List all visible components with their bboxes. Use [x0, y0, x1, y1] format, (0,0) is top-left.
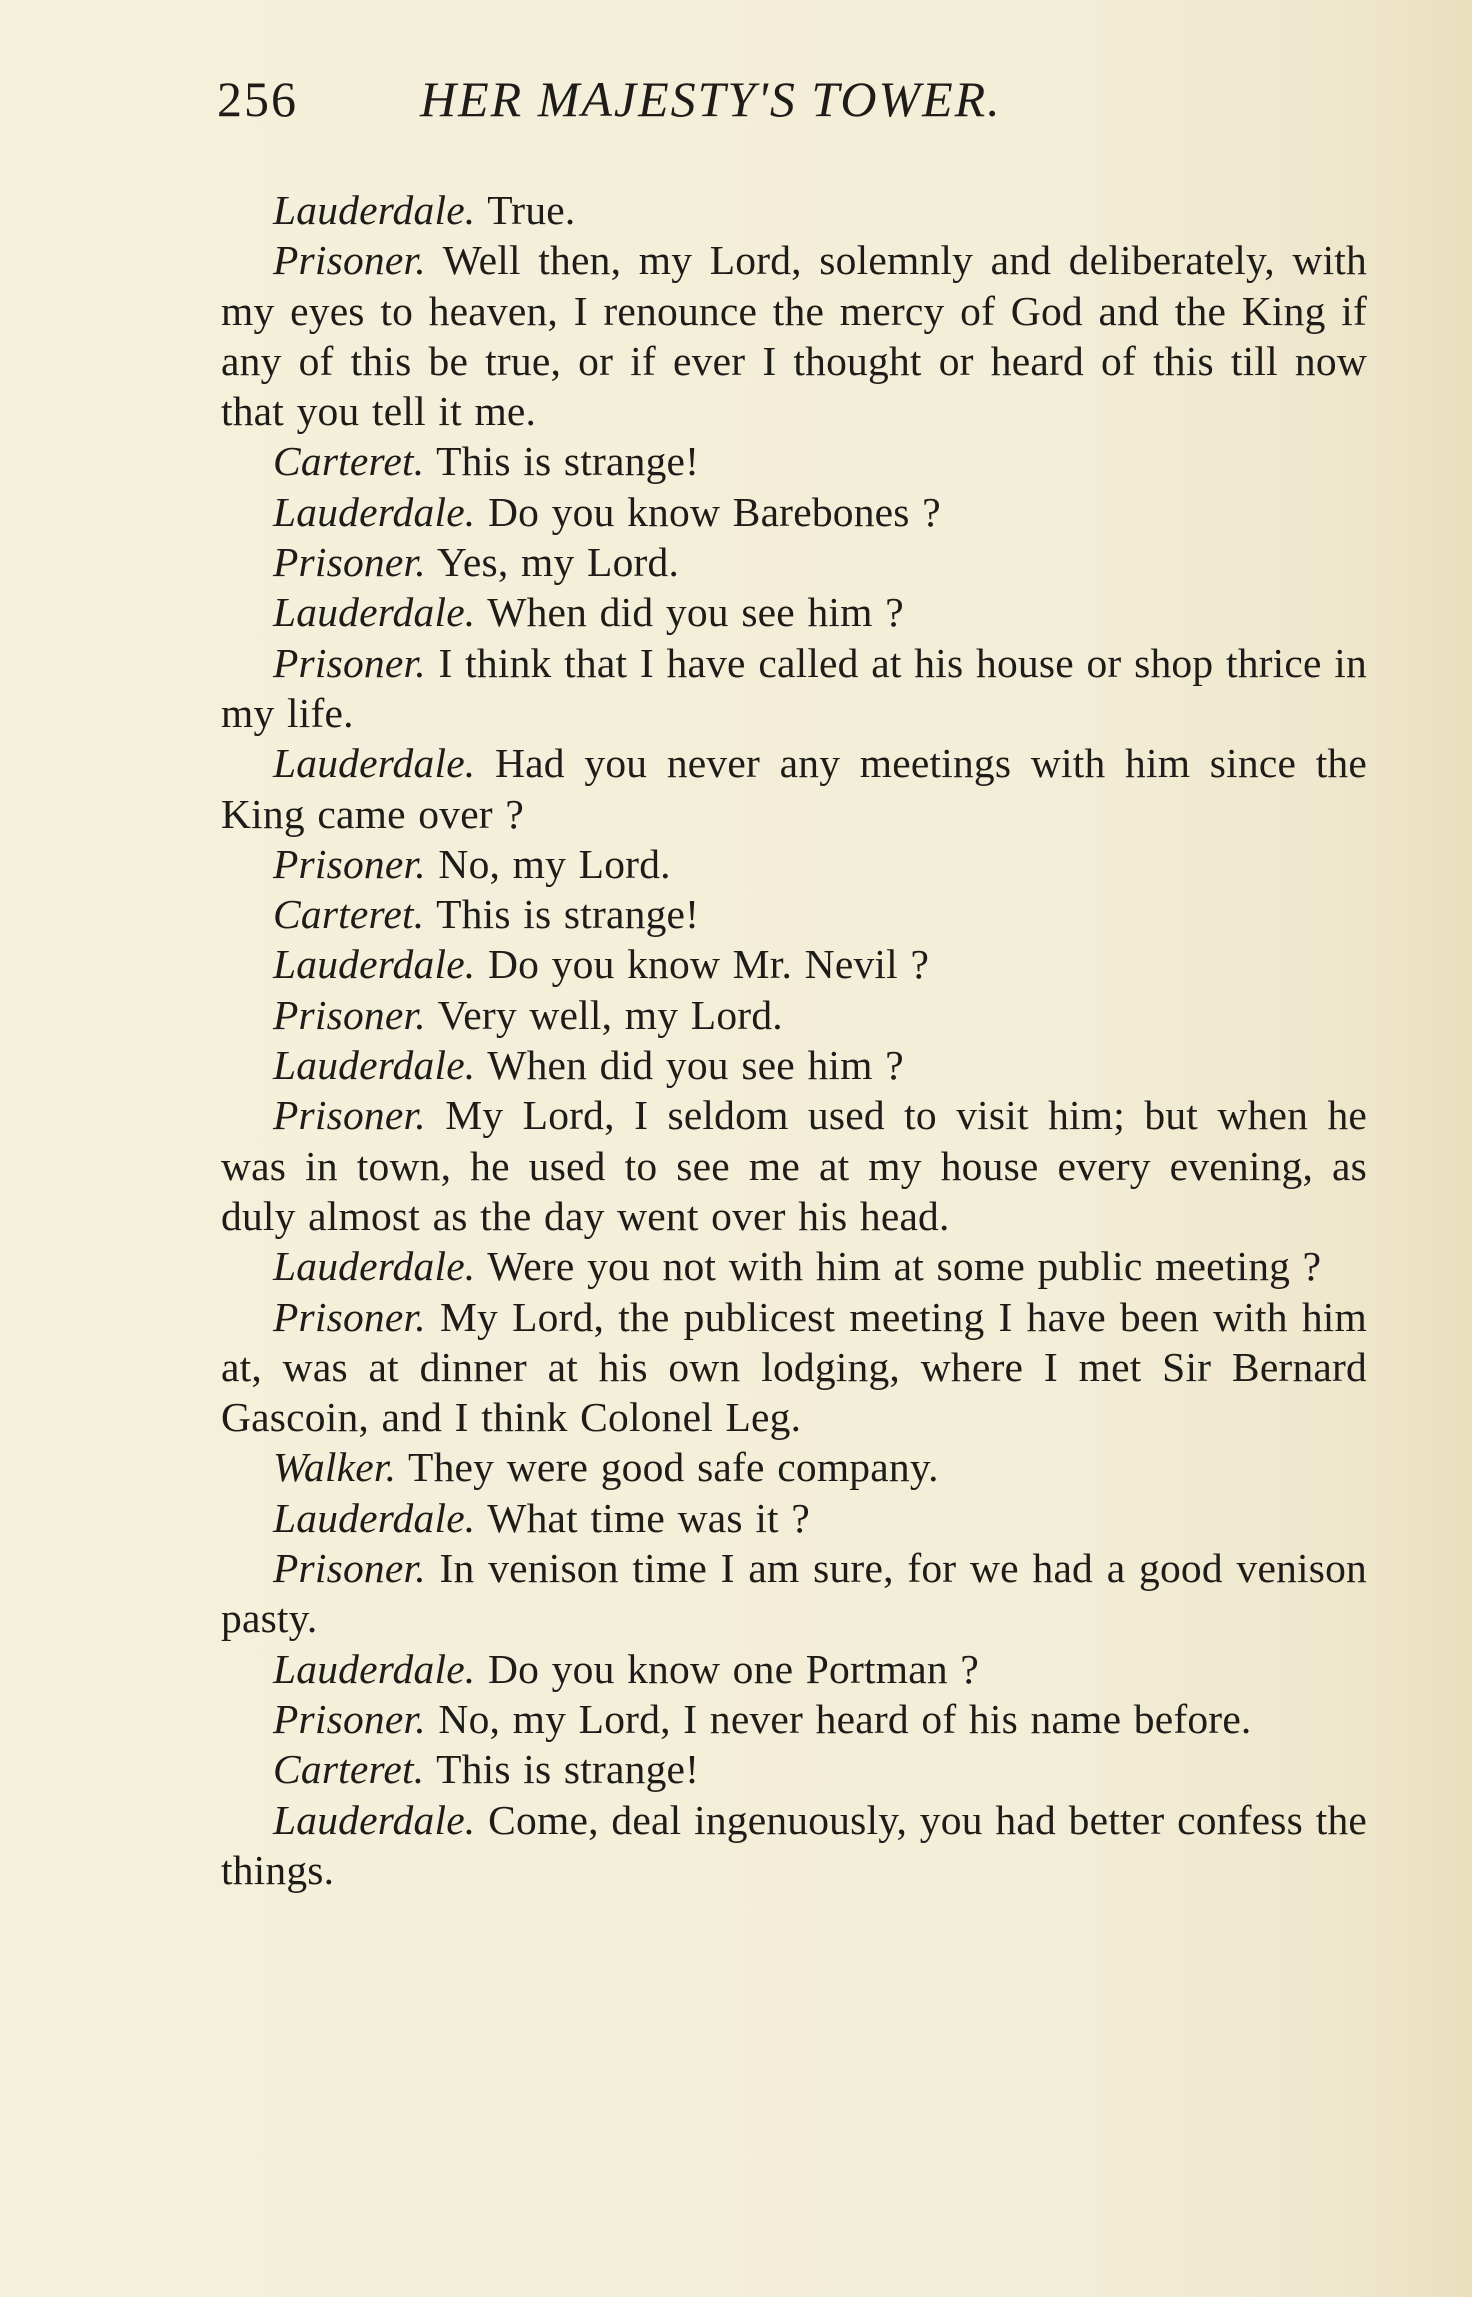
line-text: Do you know Barebones ?	[487, 488, 941, 535]
line-text: True.	[487, 187, 576, 233]
line-text: They were good safe company.	[408, 1444, 939, 1491]
dialogue-line	[221, 1493, 1367, 1543]
speaker-name: Lauderdale.	[273, 941, 476, 988]
page-number: 256	[217, 71, 298, 127]
dialogue-line	[221, 235, 1367, 436]
line-text: Were you not with him at some public meeting ?	[487, 1243, 1322, 1290]
speaker-name: Prisoner.	[273, 1293, 426, 1340]
line-text: This is strange!	[436, 891, 700, 938]
line-text: My Lord, I seldom used to visit him; but when he was in town, he used to see me at my house every evening, as duly almost as the day went over his head.	[221, 1092, 1368, 1239]
line-text: No, my Lord.	[438, 840, 671, 887]
page-header	[217, 70, 1367, 140]
dialogue-line	[221, 939, 1367, 989]
line-text: In venison time I am sure, for we had a good venison pasty.	[221, 1545, 1367, 1642]
dialogue-line	[221, 1040, 1367, 1090]
speaker-name: Carteret.	[273, 891, 425, 938]
dialogue-line	[221, 1090, 1367, 1241]
line-text: Had you never any meetings with him since the King came over ?	[221, 740, 1367, 837]
dialogue-line	[221, 1241, 1367, 1291]
line-text: When did you see him ?	[487, 589, 904, 636]
dialogue-line	[221, 1292, 1367, 1443]
line-text: My Lord, the publicest meeting I have been with him at, was at dinner at his own lodging, where I met Sir Bernard Gascoin, and I think Colonel Leg.	[221, 1293, 1367, 1441]
speaker-name: Prisoner.	[273, 1545, 426, 1592]
dialogue-line	[221, 487, 1367, 537]
dialogue-line	[221, 889, 1367, 939]
speaker-name: Prisoner.	[273, 237, 426, 284]
line-text: This is strange!	[436, 1746, 700, 1793]
dialogue-line	[221, 638, 1367, 739]
dialogue-line	[221, 1644, 1367, 1694]
dialogue-line	[221, 1694, 1367, 1744]
line-text: This is strange!	[436, 438, 700, 485]
dialogue-line	[221, 839, 1367, 889]
dialogue-line	[221, 185, 1367, 235]
speaker-name: Prisoner.	[273, 1695, 426, 1742]
speaker-name: Lauderdale.	[273, 1243, 476, 1290]
speaker-name: Lauderdale.	[273, 1494, 476, 1541]
line-text: Do you know Mr. Nevil ?	[487, 941, 930, 988]
speaker-name: Carteret.	[273, 1746, 425, 1793]
speaker-name: Lauderdale.	[273, 740, 476, 787]
speaker-name: Lauderdale.	[273, 187, 476, 233]
line-text: What time was it ?	[487, 1494, 810, 1541]
line-text: Very well, my Lord.	[437, 991, 783, 1038]
speaker-name: Prisoner.	[273, 991, 426, 1038]
speaker-name: Lauderdale.	[273, 589, 476, 636]
dialogue-line	[221, 738, 1367, 839]
speaker-name: Walker.	[273, 1444, 397, 1491]
dialogue-line	[221, 1744, 1367, 1794]
dialogue-line	[221, 587, 1367, 637]
speaker-name: Prisoner.	[273, 1092, 426, 1139]
dialogue-line	[221, 436, 1367, 486]
line-text: Yes, my Lord.	[436, 539, 680, 586]
dialogue-line	[221, 537, 1367, 587]
dialogue-line	[221, 1442, 1367, 1492]
dialogue-line	[221, 1543, 1367, 1644]
line-text: No, my Lord, I never heard of his name before.	[438, 1695, 1252, 1742]
running-title: HER MAJESTY'S TOWER.	[420, 71, 1002, 127]
speaker-name: Lauderdale.	[273, 1645, 476, 1692]
speaker-name: Lauderdale.	[273, 1796, 476, 1843]
line-text: Do you know one Portman ?	[487, 1645, 980, 1692]
line-text: Come, deal ingenuously, you had better confess the things.	[221, 1796, 1368, 1893]
speaker-name: Lauderdale.	[273, 1042, 476, 1089]
line-text: Well then, my Lord, solemnly and deliberately, with my eyes to heaven, I renounce the mercy of God and the King if any of this be true, or if ever I thought or heard of this till now that you tell it me.	[221, 237, 1367, 435]
dialogue-line	[221, 1795, 1367, 1896]
speaker-name: Prisoner.	[273, 639, 426, 686]
dialogue-line	[221, 990, 1367, 1040]
line-text: I think that I have called at his house or shop thrice in my life.	[221, 639, 1367, 736]
dialogue-body	[221, 185, 1367, 1895]
speaker-name: Lauderdale.	[273, 488, 476, 535]
speaker-name: Prisoner.	[273, 840, 426, 887]
line-text: When did you see him ?	[487, 1042, 904, 1089]
speaker-name: Carteret.	[273, 438, 425, 485]
speaker-name: Prisoner.	[273, 539, 426, 586]
